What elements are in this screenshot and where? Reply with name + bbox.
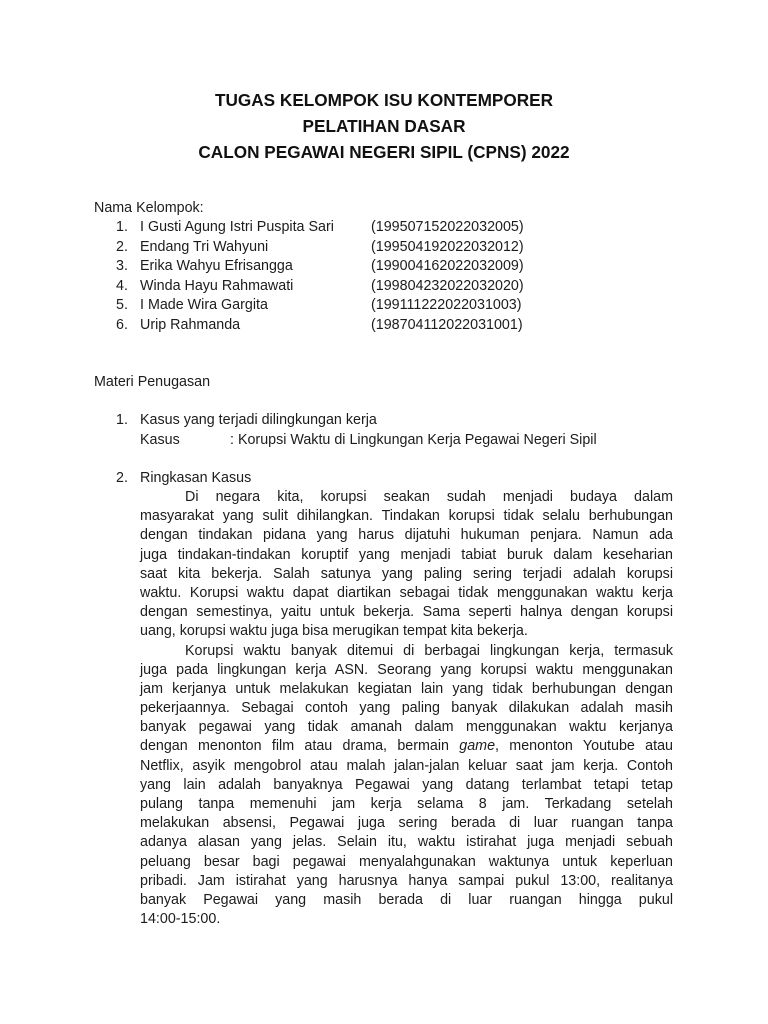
summary-line: juga tindakan-tindakan koruptif yang menjadi tabiat buruk dalam keseharian [140, 546, 673, 563]
member-name: Urip Rahmanda [140, 316, 241, 333]
kasus-value: : Korupsi Waktu di Lingkungan Kerja Pegawai Negeri Sipil [230, 431, 597, 448]
section-heading [116, 469, 676, 489]
summary-line: Korupsi waktu banyak ditemui di berbagai lingkungan kerja, termasuk [185, 642, 673, 659]
summary-line: pulang tanpa memenuhi jam kerja selama 8 jam. Terkadang setelah [140, 796, 673, 812]
summary-line: Di negara kita, korupsi seakan sudah menjadi budaya dalam [185, 489, 673, 505]
summary-line: pekerjaannya. Sebagai contoh yang paling banyak dilakukan adalah masih [140, 700, 673, 717]
summary-body [140, 488, 673, 929]
summary-line: uang, korupsi waktu juga bisa merugikan tempat kita bekerja. [140, 623, 528, 640]
member-number: 2. [116, 238, 128, 255]
kasus-label: Kasus [140, 431, 180, 448]
summary-line: pribadi. Jam istirahat yang harusnya hanya sampai pukul 13:00, realitanya [140, 872, 673, 889]
member-nip: (199004162022032009) [371, 258, 524, 274]
summary-line: melakukan absensi, Pegawai juga sering berada di luar ruangan tanpa [140, 815, 673, 832]
member-name: Endang Tri Wahyuni [140, 238, 269, 255]
member-item [116, 257, 556, 277]
member-item [116, 218, 556, 238]
summary-line: 14:00-15:00. [140, 911, 221, 928]
summary-line: masyarakat yang sulit dihilangkan. Tindakan korupsi tidak selalu berhubungan [140, 508, 673, 525]
summary-line: dengan menonton film atau drama, bermain game, menonton Youtube atau [140, 738, 673, 755]
section-number: 2. [116, 470, 128, 486]
summary-line: jam kerjanya untuk melakukan kegiatan lain yang tidak berhubungan dengan [140, 680, 673, 697]
summary-line: dengan semestinya, yaitu untuk bekerja. Sama seperti halnya dengan korupsi [140, 604, 673, 621]
summary-line: peluang besar bagi pegawai menyalahgunakan waktunya untuk keperluan [140, 853, 673, 870]
member-nip: (198704112022031001) [371, 316, 523, 333]
section-kasus [116, 411, 676, 450]
document-title [0, 87, 768, 165]
summary-line: saat kita bekerja. Salah satunya yang paling sering terjadi adalah korupsi [140, 565, 673, 582]
member-name: I Made Wira Gargita [140, 297, 268, 313]
member-item [116, 238, 556, 258]
section-title: Ringkasan Kasus [140, 470, 252, 486]
section-ringkasan [116, 469, 676, 489]
member-item [116, 277, 556, 297]
section-heading [116, 411, 676, 431]
member-list [116, 218, 556, 335]
summary-line: banyak pegawai yang tidak amanah dalam menggunakan waktu kerjanya [140, 719, 673, 736]
summary-line: adanya alasan yang jelas. Selain itu, waktu istirahat juga menjadi sebuah [140, 834, 673, 851]
member-name: Erika Wahyu Efrisangga [140, 258, 293, 274]
summary-line: waktu. Korupsi waktu dapat diartikan sebagai tidak menggunakan waktu kerja [140, 584, 673, 601]
summary-line: juga pada lingkungan kerja ASN. Seorang yang korupsi waktu menggunakan [140, 661, 673, 678]
member-number: 6. [116, 316, 128, 333]
member-nip: (199804232022032020) [371, 277, 524, 294]
materi-label: Materi Penugasan [94, 374, 211, 390]
member-item [116, 316, 556, 336]
member-name: I Gusti Agung Istri Puspita Sari [140, 219, 334, 235]
title-line-1: TUGAS KELOMPOK ISU KONTEMPORER [214, 90, 554, 110]
member-nip: (199111222022031003) [371, 297, 522, 313]
member-number: 4. [116, 277, 128, 294]
title-line-2: PELATIHAN DASAR [302, 116, 466, 136]
summary-line: banyak Pegawai yang masih berada di luar ruangan hingga pukul [140, 891, 673, 908]
member-nip: (199507152022032005) [371, 219, 524, 235]
group-label: Nama Kelompok: [94, 200, 204, 216]
member-nip: (199504192022032012) [371, 238, 524, 255]
title-line-3: CALON PEGAWAI NEGERI SIPIL (CPNS) 2022 [198, 142, 570, 162]
section-number: 1. [116, 412, 128, 428]
section-title: Kasus yang terjadi dilingkungan kerja [140, 412, 377, 428]
summary-line: dengan tindakan pidana yang harus dijatuhi hukuman penjara. Namun ada [140, 527, 673, 544]
member-number: 5. [116, 297, 128, 313]
member-name: Winda Hayu Rahmawati [140, 277, 294, 294]
member-number: 3. [116, 258, 128, 274]
summary-line: Netflix, asyik mengobrol atau malah jalan-jalan keluar saat jam kerja. Contoh [140, 757, 673, 774]
kasus-row [116, 431, 676, 451]
member-item [116, 296, 556, 316]
member-number: 1. [116, 219, 128, 235]
summary-line: yang lain adalah banyaknya Pegawai yang datang terlambat tetapi tetap [140, 776, 673, 793]
